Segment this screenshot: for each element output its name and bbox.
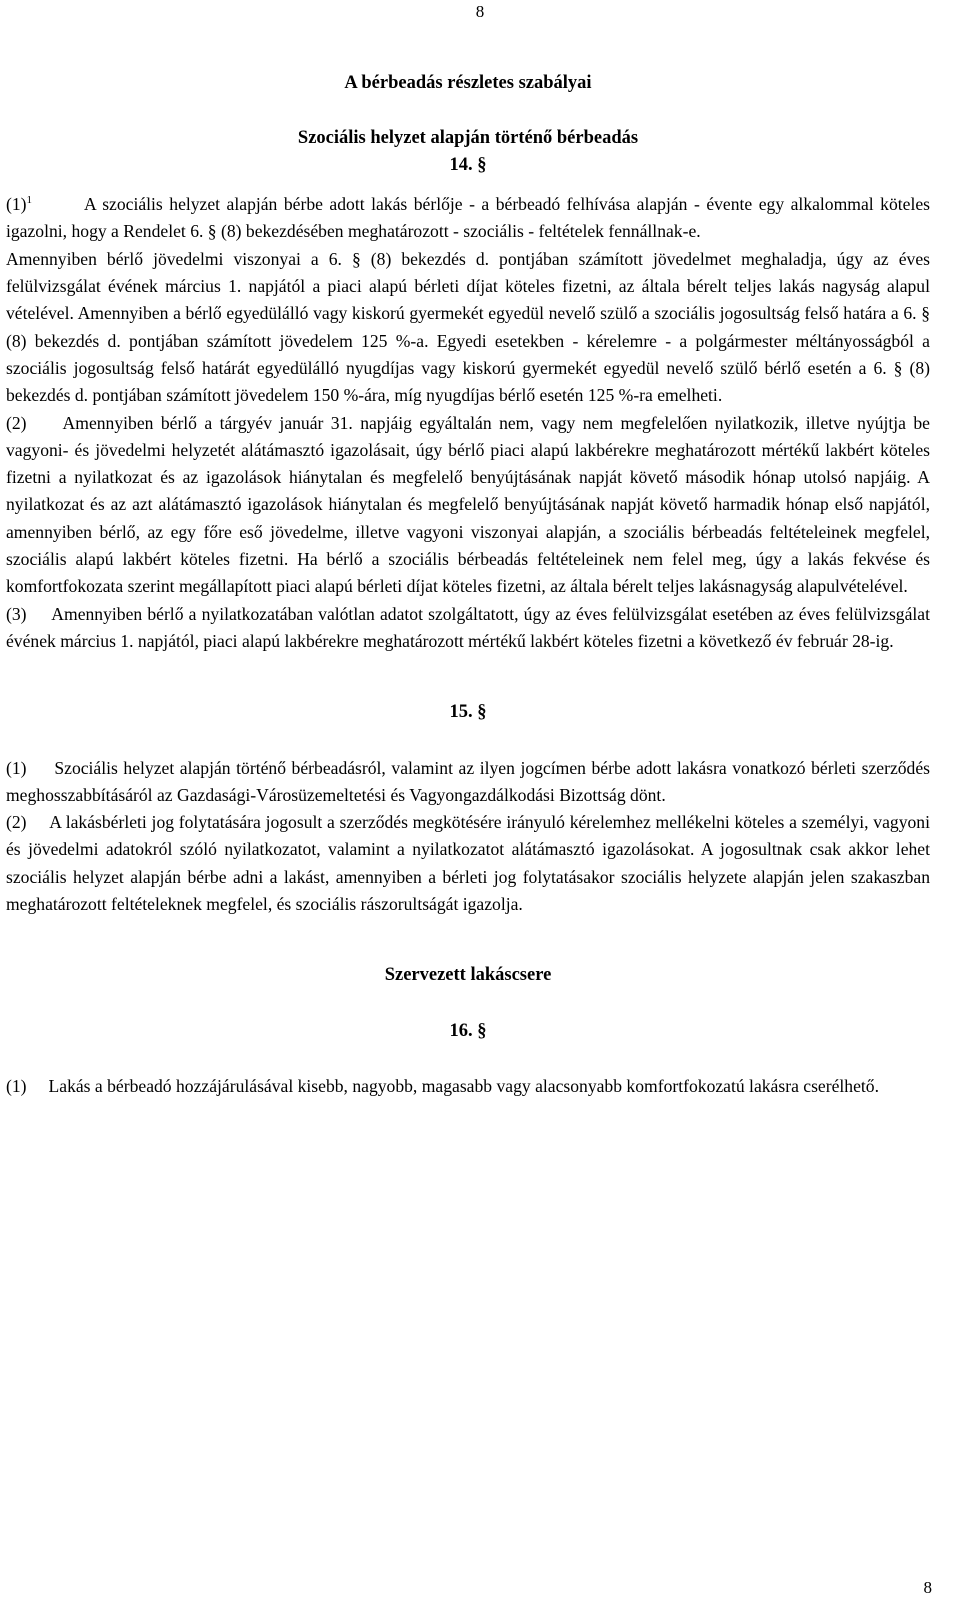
- paragraph-14-1b: Amennyiben bérlő jövedelmi viszonyai a 6. § (8) bekezdés d. pontjában számított jövedelmet meghaladja, úgy az éves felülvizsgálat évének március 1. napjától a piaci alapú bérleti díjat köteles fizetni, az általa bérelt teljes lakás nagyság alapul vételével. Amennyiben a bérlő egyedülálló vagy kiskorú gyermekét egyedül nevelő szülő a szociális jogosultság felső határa a 6. § (8) bekezdés d. pontjában számított jövedelem 125 %-a. Egyedi esetekben - kérelemre - a polgármester méltányosságból a szociális jogosultság felső határát egyedülálló nyugdíjas vagy kiskorú gyermekét egyedül nevelő szülő bérlő esetén a 6. § (8) bekezdés d. pontjában számított jövedelem 150 %-ára, míg nyugdíjas bérlő esetén 125 %-ra emelheti.: [6, 248, 930, 406]
- chapter-title: A bérbeadás részletes szabályai: [344, 73, 592, 93]
- section-number: 15. §: [449, 702, 487, 723]
- footnote-marker[interactable]: 1: [26, 194, 33, 207]
- paragraph-14-2: (2) Amennyiben bérlő a tárgyév január 31. napjáig egyáltalán nem, vagy nem megfelelően nyilatkozik, illetve nyújtja be vagyoni- és jövedelmi helyzetét alátámasztó igazolásait, úgy bérlő piaci alapú lakbérekre meghatározott mértékű lakbért köteles fizetni a nyilatkozat és az igazolások hiánytalan és megfelelő benyújtásának napját követő második hónap utolsó napjáig. A nyilatkozat és az azt alátámasztó igazolások hiánytalan és megfelelő benyújtásának napját követő harmadik hónap első napjától, amennyiben bérlő, az egy főre eső jövedelme, illetve vagyoni viszonyai alapján, a szociális bérbeadás feltételeinek megfelel, szociális alapú lakbért köteles fizetni. Ha bérlő a szociális bérbeadás feltételeinek nem felel meg, úgy a lakás fekvése és komfortfokozata szerint megállapított piaci alapú bérleti díjat köteles fizetni, az általa bérelt teljes lakásnagyság alapulvételével.: [6, 412, 935, 597]
- section-number: 14. §: [449, 155, 487, 176]
- page-number-bottom: 8: [923, 1578, 932, 1597]
- paragraph-15-2: (2) A lakásbérleti jog folytatására jogosult a szerződés megkötésére irányuló kérelemhez mellékelni köteles a személyi, vagyoni és jövedelmi adatokról szóló nyilatkozatot, valamint a nyilatkozatot alátámasztó igazolásokat. A jogosultnak csak akkor lehet szociális helyzet alapján bérbe adni a lakást, amennyiben a bérleti jog folytatásakor szociális helyzete alapján jelen szakaszban meghatározott feltételeknek megfelel, és szociális rászorultságát igazolja.: [6, 812, 935, 914]
- paragraph-lead: (1): [6, 194, 27, 215]
- page-number-top: 8: [475, 2, 485, 21]
- paragraph-16-1: (1) Lakás a bérbeadó hozzájárulásával kisebb, nagyobb, magasabb vagy alacsonyabb komfortfokozatú lakásra cserélhető.: [6, 1075, 879, 1096]
- paragraph-14-1: [6, 187, 930, 245]
- document-body: [6, 70, 935, 1100]
- paragraph-14-3: (3) Amennyiben bérlő a nyilatkozatában valótlan adatot szolgáltatott, úgy az éves felülvizsgálat esetében az éves felülvizsgálat évének március 1. napjától, piaci alapú lakbérekre meghatározott mértékű lakbért köteles fizetni a következő év február 28-ig.: [6, 603, 935, 651]
- paragraph-15-1: (1) Szociális helyzet alapján történő bérbeadásról, valamint az ilyen jogcímen bérbe adott lakásra vonatkozó bérleti szerződés meghosszabbításáról az Gazdasági-Városüzemeltetési és Vagyongazdálkodási Bizottság dönt.: [6, 757, 935, 805]
- paragraph-text: A szociális helyzet alapján bérbe adott lakás bérlője - a bérbeadó felhívása alapján - évente egy alkalommal köteles igazolni, hogy a Rendelet 6. § (8) bekezdésében meghatározott - szociális - feltételek fennállnak-e.: [6, 194, 931, 242]
- section-title: Szociális helyzet alapján történő bérbeadás: [297, 128, 639, 149]
- section-number: 16. §: [449, 1020, 487, 1041]
- section-title: Szervezett lakáscsere: [384, 965, 552, 986]
